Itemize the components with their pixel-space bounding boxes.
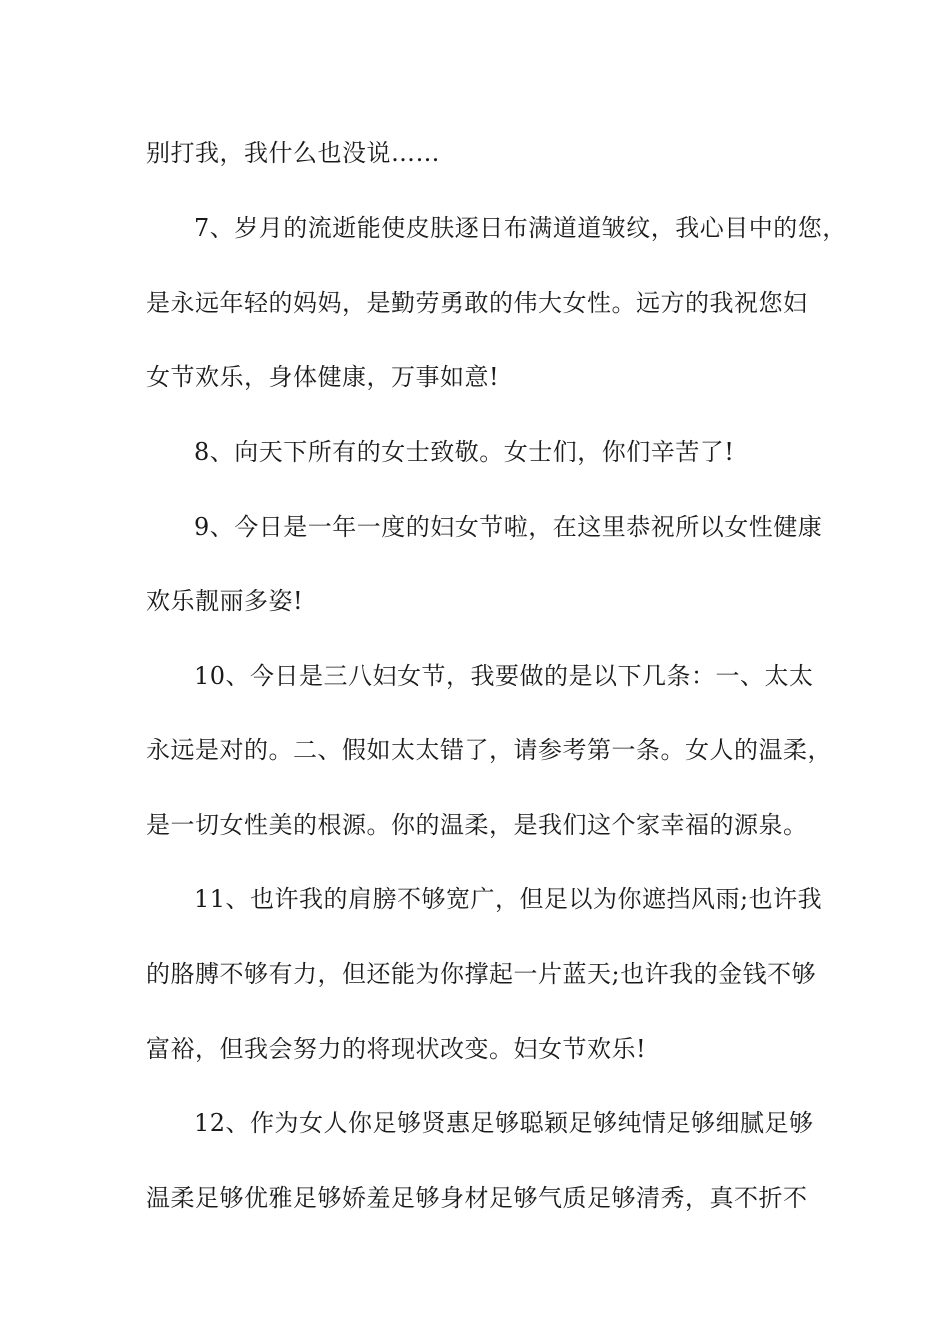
item-7-line-3: 女节欢乐，身体健康，万事如意! bbox=[146, 363, 500, 391]
item-10-line-1: 10、今日是三八妇女节，我要做的是以下几条：一、太太 bbox=[194, 662, 814, 690]
item-10-line-3: 是一切女性美的根源。你的温柔，是我们这个家幸福的源泉。 bbox=[146, 811, 808, 839]
item-7-line-1: 7、岁月的流逝能使皮肤逐日布满道道皱纹，我心目中的您， bbox=[194, 214, 847, 242]
item-9-line-1: 9、今日是一年一度的妇女节啦，在这里恭祝所以女性健康 bbox=[194, 513, 823, 541]
item-12-line-2: 温柔足够优雅足够娇羞足够身材足够气质足够清秀，真不折不 bbox=[146, 1184, 808, 1212]
item-11-line-1: 11、也许我的肩膀不够宽广，但足以为你遮挡风雨;也许我 bbox=[194, 885, 823, 913]
item-7-line-2: 是永远年轻的妈妈，是勤劳勇敢的伟大女性。远方的我祝您妇 bbox=[146, 289, 808, 317]
item-9-line-2: 欢乐靓丽多姿! bbox=[146, 587, 304, 615]
item-8-line-1: 8、向天下所有的女士致敬。女士们，你们辛苦了! bbox=[194, 438, 735, 466]
item-11-line-3: 富裕，但我会努力的将现状改变。妇女节欢乐! bbox=[146, 1035, 647, 1063]
item-12-line-1: 12、作为女人你足够贤惠足够聪颖足够纯情足够细腻足够 bbox=[194, 1109, 814, 1137]
text-line-1: 别打我，我什么也没说…… bbox=[146, 139, 440, 167]
item-11-line-2: 的胳膊不够有力，但还能为你撑起一片蓝天;也许我的金钱不够 bbox=[146, 960, 817, 988]
item-10-line-2: 永远是对的。二、假如太太错了，请参考第一条。女人的温柔， bbox=[146, 736, 832, 764]
